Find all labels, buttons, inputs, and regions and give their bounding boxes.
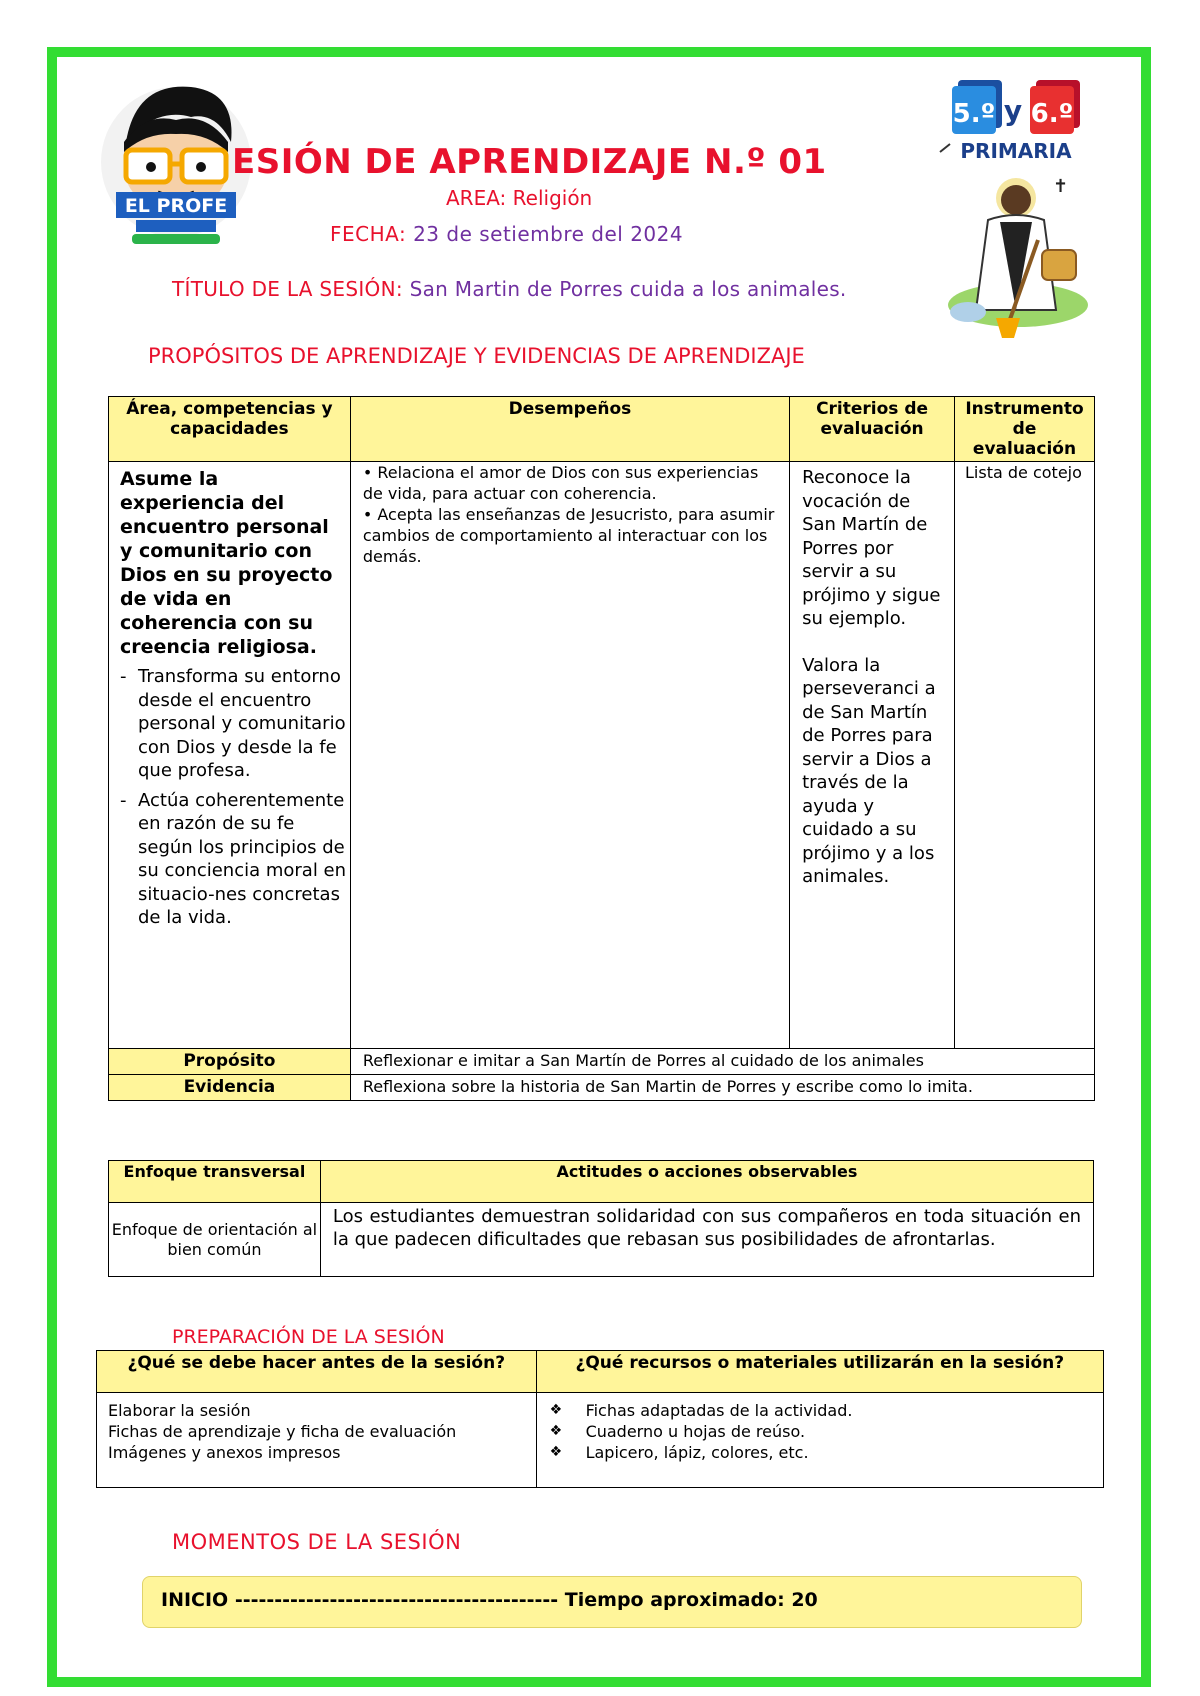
grade-b: 6.º — [1030, 99, 1074, 129]
fecha-line — [330, 222, 683, 246]
header-instrumento: Instrumento de evaluación — [955, 397, 1095, 462]
competencia-text: Asume la experiencia del encuentro personal y comunitario con Dios en su proyecto de vida en coherencia con su creencia religiosa. — [120, 468, 333, 658]
antes-item: Imágenes y anexos impresos — [108, 1443, 341, 1462]
header-antes: ¿Qué se debe hacer antes de la sesión? — [97, 1351, 537, 1393]
propositos-table — [108, 396, 1095, 1101]
preparacion-table — [96, 1350, 1104, 1488]
criterio-item: Reconoce la vocación de San Martín de Porres por servir a su prójimo y sigue su ejemplo. — [802, 467, 941, 629]
recursos-cell — [536, 1393, 1103, 1488]
area-value: Religión — [512, 186, 593, 210]
instrumento-cell: Lista de cotejo — [955, 462, 1095, 1049]
proposito-label: Propósito — [109, 1049, 351, 1075]
svg-text:✝: ✝ — [1053, 176, 1069, 197]
capacidad-item: - Transforma su entorno desde el encuentro personal y comunitario con Dios y desde la fe que profesa. — [120, 665, 349, 783]
recurso-item: ❖ Lapicero, lápiz, colores, etc. — [586, 1442, 1102, 1463]
desempeno-item: • Acepta las enseñanzas de Jesucristo, para asumir cambios de comportamiento al interactuar con los demás. — [362, 505, 775, 566]
header-desempenos: Desempeños — [350, 397, 789, 462]
antes-cell — [97, 1393, 537, 1488]
enfoque-cell: Enfoque de orientación al bien común — [109, 1203, 321, 1277]
actitudes-cell: Los estudiantes demuestran solidaridad con sus compañeros en toda situación en la que padecen dificultades que rebasan sus posibilidades de afrontarlas. — [320, 1203, 1093, 1277]
header-criterios: Criterios de evaluación — [790, 397, 955, 462]
capacidad-item: - Actúa coherentemente en razón de su fe según los principios de su conciencia moral en situacio-nes concretas de la vida. — [120, 789, 349, 930]
area-line — [446, 186, 592, 210]
momentos-heading: MOMENTOS DE LA SESIÓN — [172, 1530, 462, 1554]
propositos-heading: PROPÓSITOS DE APRENDIZAJE Y EVIDENCIAS DE APRENDIZAJE — [148, 344, 805, 368]
grade-and: y — [1003, 94, 1023, 127]
criterios-cell — [790, 462, 955, 1049]
enfoque-table — [108, 1160, 1094, 1277]
proposito-text: Reflexionar e imitar a San Martín de Porres al cuidado de los animales — [350, 1049, 1094, 1075]
evidencia-text: Reflexiona sobre la historia de San Martin de Porres y escribe como lo imita. — [350, 1075, 1094, 1101]
titulo-label: TÍTULO DE LA SESIÓN: — [172, 277, 403, 301]
grade-logo — [938, 80, 1088, 340]
desempeno-item: • Relaciona el amor de Dios con sus experiencias de vida, para actuar con coherencia. — [362, 463, 759, 503]
antes-item: Fichas de aprendizaje y ficha de evaluación — [108, 1422, 457, 1441]
inicio-label: INICIO — [161, 1589, 229, 1611]
fecha-label: FECHA: — [330, 222, 407, 246]
level-label: PRIMARIA — [960, 139, 1072, 163]
recurso-item: ❖ Cuaderno u hojas de reúso. — [586, 1421, 1102, 1442]
tiempo-aproximado: Tiempo aproximado: 20 — [564, 1589, 818, 1611]
antes-item: Elaborar la sesión — [108, 1401, 251, 1420]
titulo-line — [172, 276, 892, 303]
header-enfoque: Enfoque transversal — [109, 1161, 321, 1203]
inicio-box — [142, 1576, 1082, 1628]
session-title: ESIÓN DE APRENDIZAJE N.º 01 — [232, 142, 827, 182]
header-area: Área, competencias y capacidades — [109, 397, 351, 462]
capacidades-list — [110, 665, 349, 930]
area-label: AREA: — [446, 186, 507, 210]
grade-a: 5.º — [952, 99, 996, 129]
recurso-item: ❖ Fichas adaptadas de la actividad. — [586, 1400, 1102, 1421]
titulo-value: San Martin de Porres cuida a los animales. — [409, 277, 847, 301]
preparacion-heading: PREPARACIÓN DE LA SESIÓN — [172, 1326, 445, 1348]
desempenos-cell — [350, 462, 789, 1049]
evidencia-label: Evidencia — [109, 1075, 351, 1101]
header-recursos: ¿Qué recursos o materiales utilizarán en la sesión? — [536, 1351, 1103, 1393]
competencia-cell — [109, 462, 351, 1049]
fecha-value: 23 de setiembre del 2024 — [413, 222, 684, 246]
inicio-dashes: ----------------------------------------- — [234, 1589, 559, 1611]
el-profe-logo-text: EL PROFE — [124, 195, 228, 217]
criterio-item: Valora la perseveranci a de San Martín de Porres para servir a Dios a través de la ayuda y cuidado a su prójimo y a los animales. — [802, 654, 936, 887]
header-actitudes: Actitudes o acciones observables — [320, 1161, 1093, 1203]
